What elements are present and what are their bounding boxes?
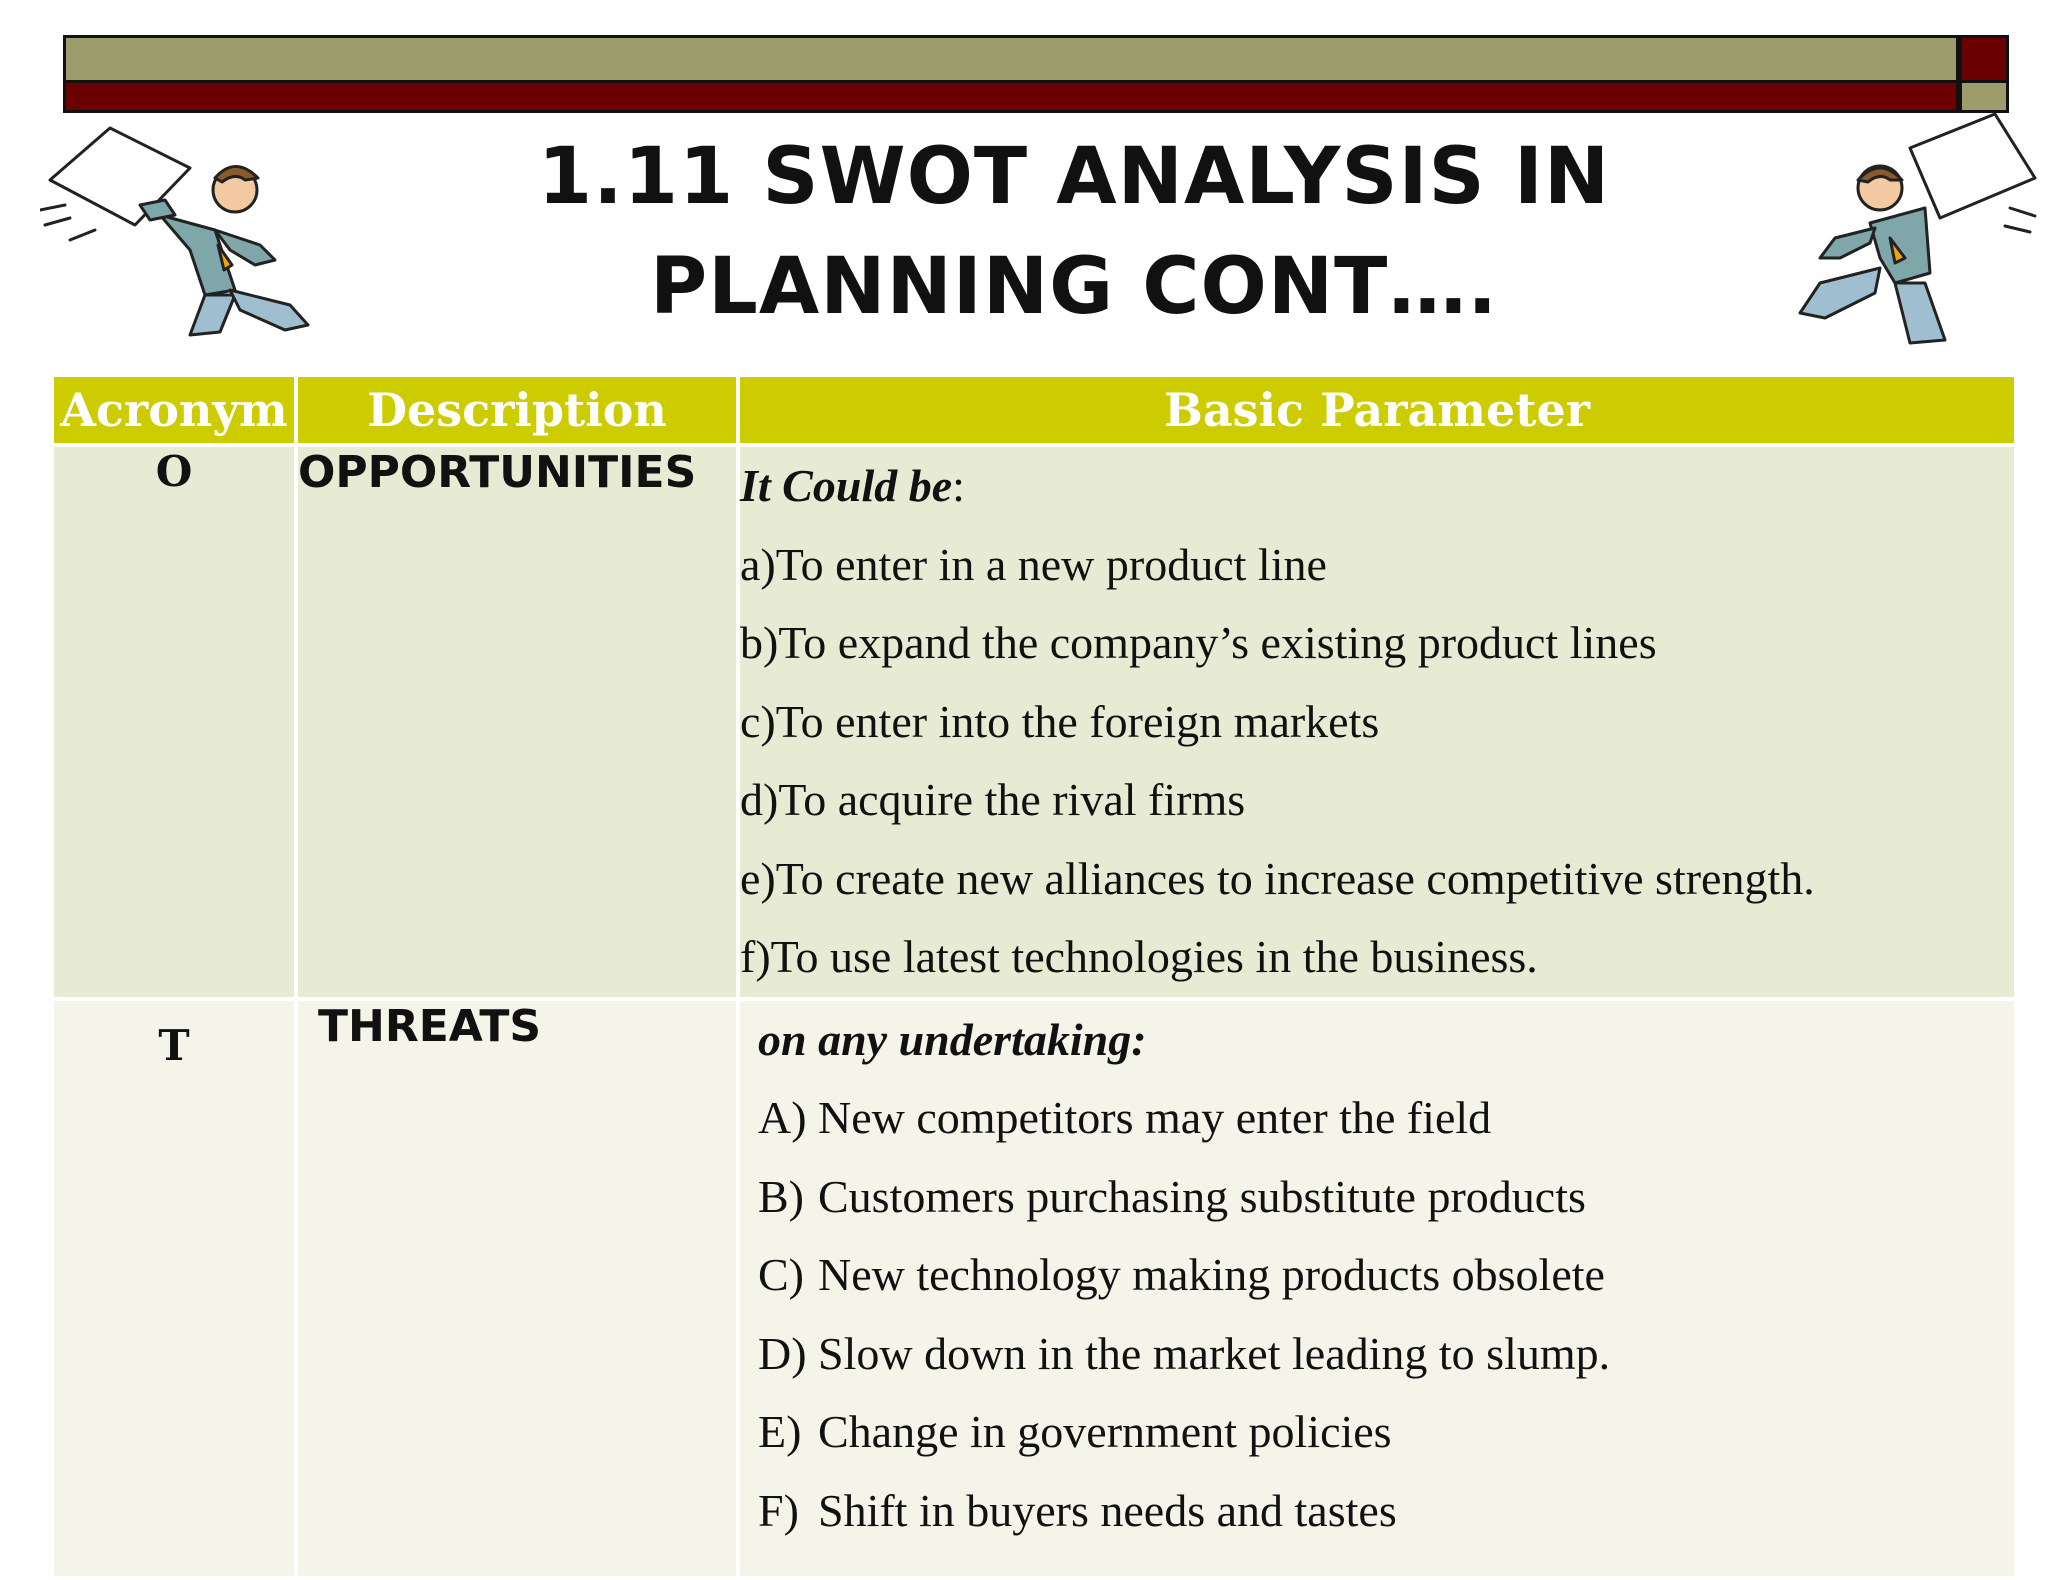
table-header-row [52,375,2016,445]
list-item: A) New competitors may enter the field [758,1092,1492,1143]
page-title [300,122,1848,342]
list-item: a) To enter in a new product line [740,538,1327,590]
page-title-line-2: PLANNING CONT…. [650,242,1498,332]
list-item: c) To enter into the foreign markets [740,695,1380,747]
list-item: f) To use latest technologies in the business. [740,931,1538,982]
parameter-lead: on any undertaking: [758,1013,1147,1065]
table-row-threats [52,999,2016,1578]
acronym-cell: O [52,445,296,999]
header-basic-parameter: Basic Parameter [738,375,2016,445]
top-decor-bar-olive [63,35,1959,83]
list-item: F) Shift in buyers needs and tastes [758,1484,1397,1536]
header-description: Description [296,375,738,445]
description-cell: THREATS [296,999,738,1578]
list-item: D) Slow down in the market leading to slump. [758,1327,1611,1379]
header-acronym: Acronym [52,375,296,445]
parameter-cell [738,999,2016,1578]
list-item: b) To expand the company’s existing product lines [740,617,1657,668]
top-decor-square-red [1959,35,2009,83]
top-decor-bar-red [63,83,1959,113]
acronym-cell: T [52,999,296,1578]
running-businessman-icon [40,120,320,340]
table-row-opportunities [52,445,2016,999]
list-item: d) To acquire the rival firms [740,774,1246,825]
description-cell: OPPORTUNITIES [296,445,738,999]
list-item: e) To create new alliances to increase competitive strength. [740,852,1815,904]
swot-table [50,373,2018,1580]
page-title-line-1: 1.11 SWOT ANALYSIS IN [537,132,1611,222]
list-item: E) Change in government policies [758,1406,1392,1457]
parameter-lead: It Could be: [740,460,965,511]
list-item: C) New technology making products obsolete [758,1249,1605,1300]
parameter-cell [738,445,2016,999]
list-item: B) Customers purchasing substitute products [758,1170,1586,1222]
